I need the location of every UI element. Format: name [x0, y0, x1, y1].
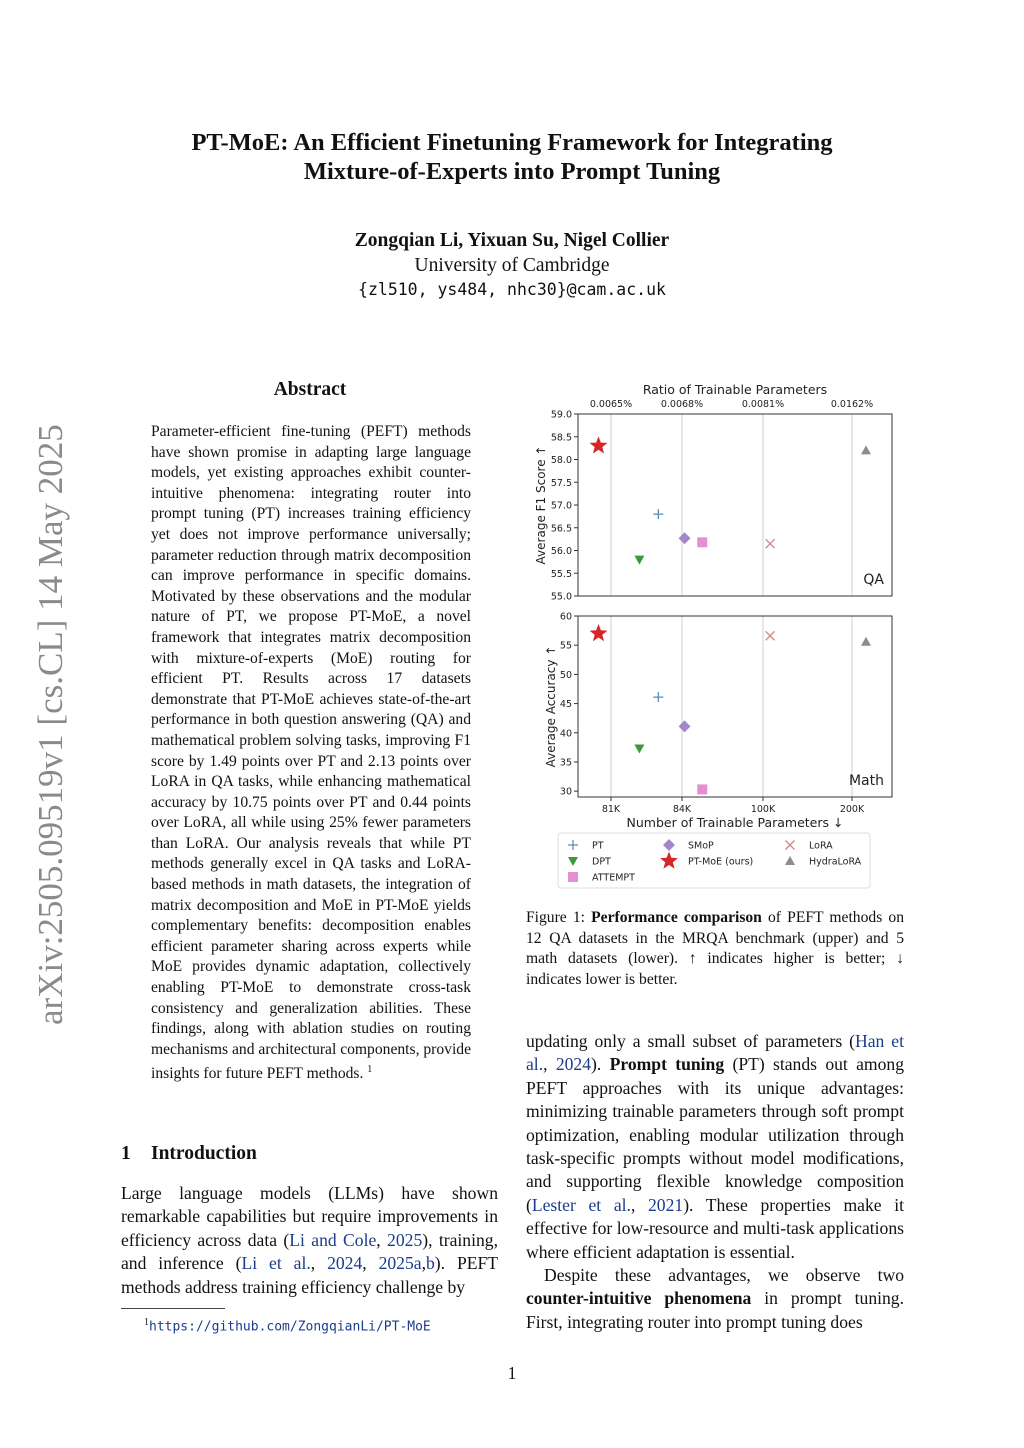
y-tick-label: 55.5: [550, 568, 572, 580]
intro-text-d: ,: [310, 1253, 328, 1274]
intro-text-e: ,: [362, 1253, 379, 1274]
caption-label: Figure 1:: [526, 909, 592, 926]
top-axis-tick-label: 0.0068%: [660, 399, 704, 410]
caption-text: of PEFT methods on 12 QA datasets in the MRQA benchmark (upper) and 5 math datasets (lower). ↑ indicates higher is better; ↓ indicates lower is better.: [526, 909, 905, 988]
y-tick-label: 58.0: [550, 455, 572, 466]
arxiv-stamp-text: arXiv:2505.09519v1 [cs.CL] 14 May 2025: [31, 424, 70, 1025]
point-pt-moe-ours: [590, 624, 608, 641]
point-pt: [653, 509, 663, 519]
affiliation: University of Cambridge: [414, 255, 610, 276]
top-axis-tick-label: 0.0081%: [741, 399, 785, 410]
authors: Zongqian Li, Yixuan Su, Nigel Collier: [354, 230, 670, 251]
panel-annotation: Math: [848, 773, 884, 789]
scatter-figure: [528, 378, 908, 898]
point-hydralora: [861, 637, 871, 646]
point-lora: [766, 539, 775, 548]
axes-frame: [578, 616, 892, 797]
point-smop: [679, 720, 691, 732]
x-tick-label: 200K: [839, 804, 865, 815]
section-number: 1: [121, 1143, 131, 1164]
abstract-footnote-mark: 1: [367, 1064, 373, 1076]
footnote-url[interactable]: https://github.com/ZongqianLi/PT-MoE: [149, 1319, 431, 1335]
y-axis-label: Average Accuracy ↑: [544, 645, 558, 768]
citation-link[interactable]: 2024: [555, 1054, 592, 1075]
intro-paragraph: [121, 1182, 498, 1299]
point-hydralora: [861, 445, 871, 454]
abstract-body: [151, 422, 471, 1085]
rc-bold-phenomena: counter-intuitive phenomena: [526, 1288, 752, 1309]
y-tick-label: 60: [559, 611, 572, 623]
y-tick-label: 55.0: [550, 591, 572, 603]
rc-text-b: ,: [543, 1054, 556, 1075]
legend-label: PT-MoE (ours): [688, 856, 754, 868]
legend-label: PT: [592, 840, 604, 852]
rc-text-g: Despite these advantages, we observe two: [544, 1265, 904, 1286]
legend-marker-attempt: [568, 872, 578, 882]
intro-text-g: ). PEFT methods address training efficiency challenge by: [121, 1253, 499, 1297]
x-tick-label: 84K: [672, 804, 692, 815]
footnote-mark: 1: [144, 1317, 149, 1328]
title-line-1: PT-MoE: An Efficient Finetuning Framework for Integrating: [191, 129, 833, 156]
citation-link[interactable]: Lester et al.: [531, 1194, 631, 1215]
rc-text-d: (PT) stands out among PEFT approaches with its unique advantages: minimizing trainable parameters through soft prompt optimization, enabling modular utilization through task-specific prompts without model modifications, and supporting flexible knowledge composition (: [526, 1054, 904, 1215]
y-tick-label: 40: [559, 728, 572, 740]
legend-label: SMoP: [688, 840, 714, 852]
intro-text-c: ), training, and inference (: [121, 1229, 498, 1274]
arxiv-stamp: [28, 420, 72, 1030]
y-tick-label: 57.0: [550, 500, 572, 512]
chart-title: Ratio of Trainable Parameters: [642, 382, 828, 397]
top-axis-tick-label: 0.0065%: [589, 399, 633, 410]
citation-link[interactable]: Li et al.: [241, 1253, 311, 1274]
abstract-text: Parameter-efficient fine-tuning (PEFT) methods have shown promise in adapting large language models, yet existing approaches exhibit counter-intuitive phenomena: integrating router into prompt tuning (PT) increases training efficiency yet does not improve performance universally; parameter reduction through matrix decomposition can improve performance in specific domains. Motivated by these observations and the modular nature of PT, we propose PT-MoE, a novel framework that integrates matrix decomposition with mixture-of-experts (MoE) routing for efficient PT. Results across 17 datasets demonstrate that PT-MoE achieves state-of-the-art performance in both question answering (QA) and mathematical problem solving tasks, improving F1 score by 1.49 points over PT and 2.13 points over LoRA in QA tasks, while enhancing mathematical accuracy by 10.75 points over PT and 0.44 points over LoRA, all while using 25% fewer parameters than LoRA. Our analysis reveals that while PT methods generally excel in QA tasks and LoRA-based methods in math datasets, the integration of matrix decomposition and MoE in PT-MoE yields complementary benefits: decomposition enables efficient parameter sharing across experts while MoE provides dynamic adaptation, collectively enabling PT-MoE to demonstrate cross-task consistency and generalization abilities. These findings, along with ablation studies on routing mechanisms and architectural components, provide insights for future PEFT methods.: [151, 423, 471, 1083]
figure-1: [528, 378, 908, 898]
citation-link[interactable]: Li and Cole: [289, 1229, 377, 1250]
figure-caption: [526, 908, 904, 990]
citation-link[interactable]: 2024: [327, 1253, 363, 1274]
intro-text-f: ,: [421, 1253, 426, 1274]
citation-link[interactable]: 2021: [648, 1194, 684, 1215]
y-tick-label: 58.5: [550, 432, 572, 444]
point-lora: [766, 631, 775, 640]
section-title: Introduction: [151, 1143, 257, 1164]
abstract-heading: Abstract: [273, 379, 347, 400]
right-column-text: [526, 1030, 904, 1334]
point-smop: [679, 532, 691, 544]
y-tick-label: 50: [559, 669, 572, 681]
rc-text-c: ).: [591, 1054, 610, 1075]
right-paragraph-1: [526, 1030, 904, 1264]
intro-text-a: Large language models (LLMs) have shown remarkable capabilities but require improvements in efficiency across data (: [121, 1183, 498, 1250]
legend-label: HydraLoRA: [809, 856, 862, 868]
rc-text-f: ). These properties make it effective for low-resource and multi-task applications where efficient adaptation is essential.: [526, 1194, 904, 1262]
footnote-rule: [121, 1308, 225, 1309]
top-axis-tick-label: 0.0162%: [830, 399, 874, 410]
citation-link[interactable]: 2025: [387, 1229, 423, 1250]
rc-text-e: ,: [630, 1194, 648, 1215]
x-axis-label: Number of Trainable Parameters ↓: [626, 815, 844, 830]
email: {zl510, ys484, nhc30}@cam.ac.uk: [358, 280, 666, 299]
section-heading-introduction: [121, 1142, 501, 1166]
rc-bold-prompt-tuning: Prompt tuning: [609, 1054, 725, 1075]
caption-bold: Performance comparison: [591, 909, 762, 926]
y-tick-label: 30: [559, 786, 572, 798]
footnote: [144, 1314, 431, 1336]
citation-link[interactable]: 2025a: [378, 1253, 422, 1274]
right-paragraph-2: [526, 1264, 904, 1334]
point-dpt: [634, 556, 644, 565]
point-dpt: [634, 745, 644, 754]
legend-label: ATTEMPT: [592, 872, 635, 884]
panel-annotation: QA: [863, 572, 884, 588]
y-tick-label: 55: [559, 640, 572, 652]
rc-text-h: in prompt tuning. First, integrating router into prompt tuning does: [526, 1288, 904, 1332]
title-line-2: Mixture-of-Experts into Prompt Tuning: [303, 158, 721, 185]
y-tick-label: 59.0: [550, 409, 572, 421]
y-tick-label: 57.5: [550, 477, 572, 489]
citation-link[interactable]: b: [425, 1253, 435, 1274]
intro-text-b: ,: [376, 1229, 388, 1250]
y-tick-label: 35: [559, 757, 572, 769]
point-attempt: [697, 537, 707, 547]
x-tick-label: 100K: [750, 804, 776, 815]
y-axis-label: Average F1 Score ↑: [534, 445, 548, 565]
point-pt-moe-ours: [590, 436, 608, 453]
rc-text-a: updating only a small subset of parameters (: [526, 1031, 856, 1051]
y-tick-label: 56.5: [550, 523, 572, 535]
axes-frame: [578, 414, 892, 596]
citation-link[interactable]: Han et al.: [526, 1031, 904, 1075]
paper-title: [120, 128, 904, 186]
y-tick-label: 45: [559, 699, 572, 711]
point-pt: [653, 692, 663, 702]
page-number: 1: [507, 1363, 517, 1383]
y-tick-label: 56.0: [550, 546, 572, 557]
point-attempt: [697, 784, 707, 794]
legend-label: DPT: [592, 856, 611, 868]
x-tick-label: 81K: [601, 804, 621, 815]
legend-label: LoRA: [809, 840, 833, 852]
